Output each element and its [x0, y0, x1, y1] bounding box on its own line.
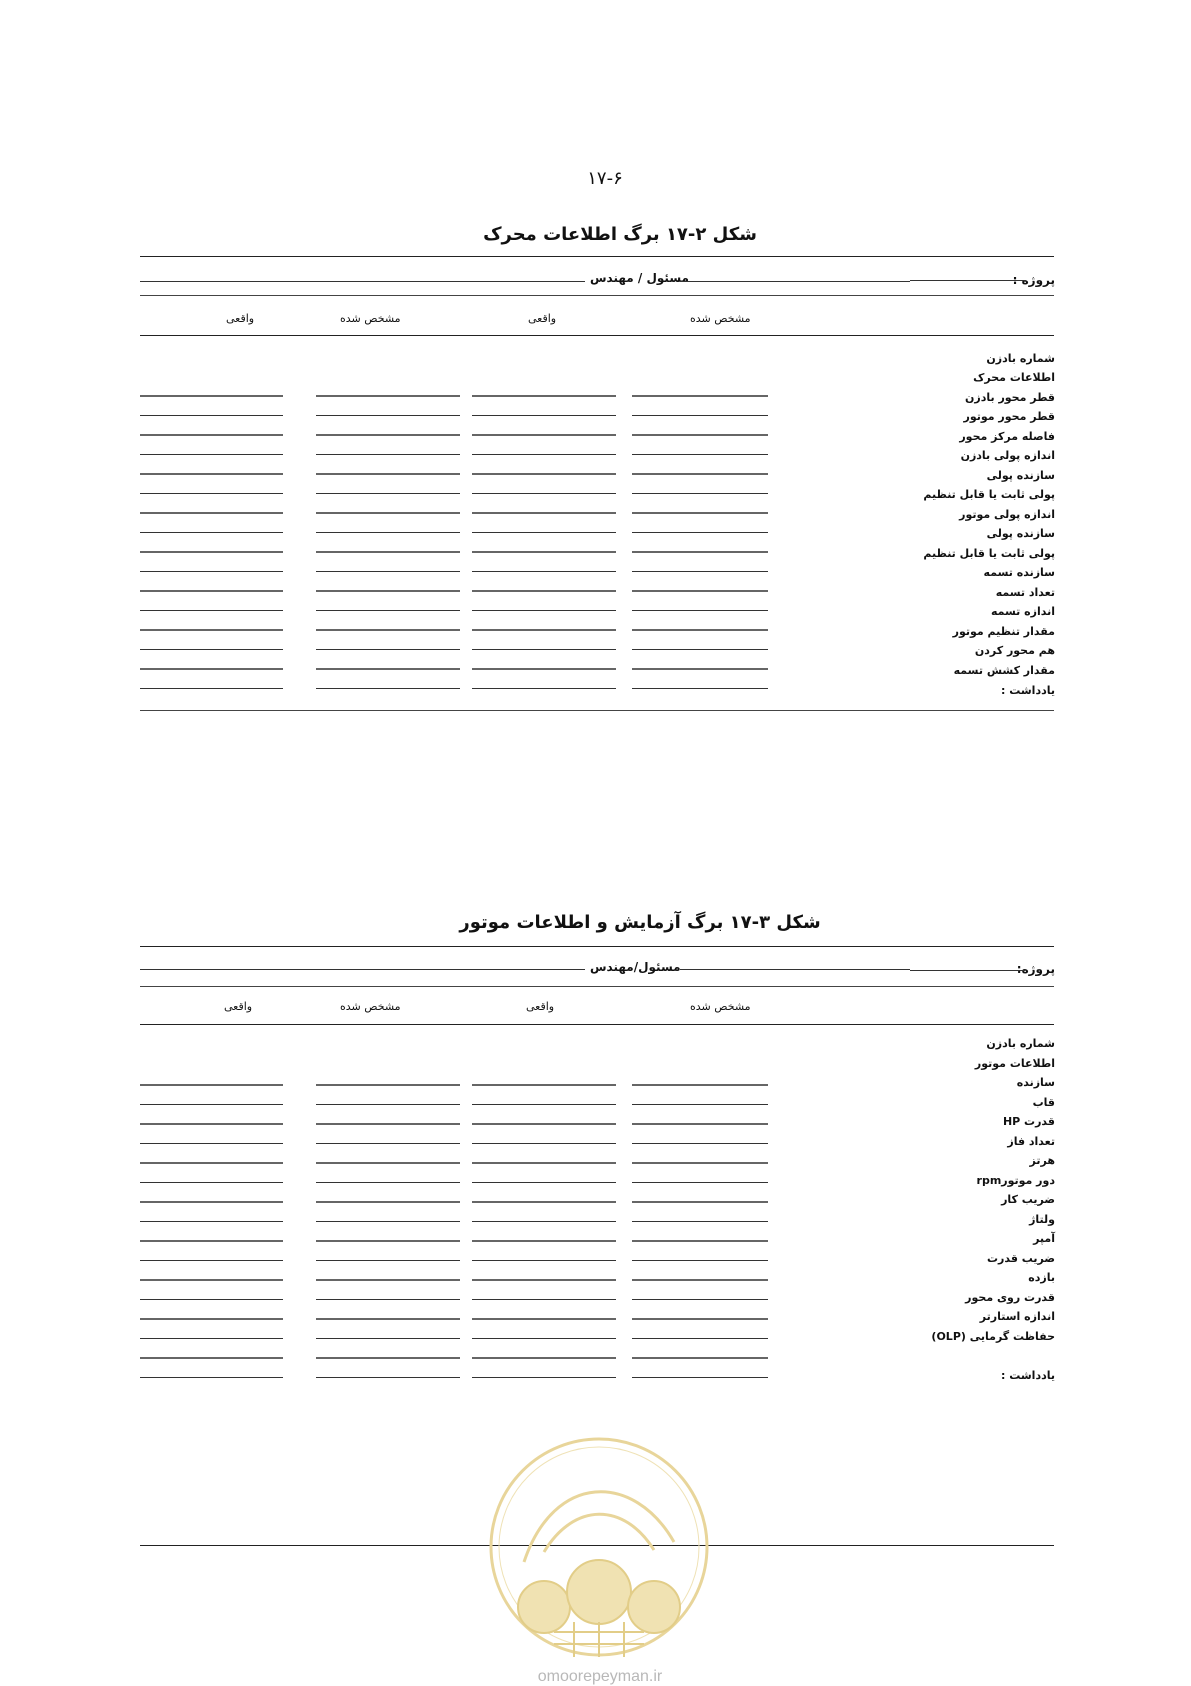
motor-row-label: حفاظت گرمایی (OLP): [931, 1330, 1055, 1343]
drive-row-label: سازنده پولی: [986, 527, 1055, 540]
drive-project-label: پروژه :: [1012, 273, 1055, 287]
drive-row-label: سازنده تسمه: [983, 566, 1055, 579]
drive-row-label: اندازه پولی بادزن: [960, 449, 1055, 462]
motor-row-label: سازنده: [1016, 1076, 1055, 1089]
motor-row-label: ضریب کار: [1001, 1193, 1055, 1206]
motor-note-label: یادداشت :: [1000, 1369, 1055, 1382]
drive-row-label: مقدار کشش تسمه: [953, 664, 1055, 677]
motor-row-label: تعداد فاز: [1007, 1135, 1055, 1148]
drive-row-label: قطر محور بادزن: [964, 391, 1055, 404]
drive-col-actual-2: واقعی: [226, 312, 255, 325]
drive-row-label: پولی ثابت یا قابل تنظیم: [923, 488, 1055, 501]
motor-col-actual-1: واقعی: [526, 1000, 555, 1013]
motor-row-label: شماره بادزن: [986, 1037, 1055, 1050]
motor-row-label: هرتز: [1029, 1154, 1055, 1167]
drive-col-specified-1: مشخص شده: [690, 312, 751, 325]
watermark-url: omoorepeyman.ir: [537, 1668, 663, 1685]
motor-row-label: دور موتورrpm: [976, 1174, 1055, 1187]
motor-row-label: بازده: [1028, 1271, 1055, 1284]
drive-row-label: اندازه تسمه: [990, 605, 1055, 618]
motor-row-label: قدرت HP: [1002, 1115, 1055, 1128]
motor-responsible-label: مسئول/مهندس: [590, 960, 681, 974]
drive-row-label: سازنده پولی: [986, 469, 1055, 482]
motor-row-label: قدرت روی محور: [965, 1291, 1055, 1304]
drive-row-label: تعداد تسمه: [995, 586, 1055, 599]
motor-col-actual-2: واقعی: [224, 1000, 253, 1013]
figure-title-motor: شکل ۳-۱۷ برگ آزمایش و اطلاعات موتور: [459, 912, 821, 933]
drive-row-label: پولی ثابت یا قابل تنظیم: [923, 547, 1055, 560]
motor-row-label: قاب: [1032, 1096, 1055, 1109]
drive-row-label: اندازه پولی موتور: [959, 508, 1055, 521]
motor-row-label: ولتاژ: [1029, 1213, 1055, 1226]
drive-note-label: یادداشت :: [1000, 684, 1055, 697]
drive-row-label: قطر محور موتور: [963, 410, 1055, 423]
drive-row-label: شماره بادزن: [986, 352, 1055, 365]
motor-col-specified-1: مشخص شده: [690, 1000, 751, 1013]
drive-col-actual-1: واقعی: [528, 312, 557, 325]
figure-title-drive: شکل ۲-۱۷ برگ اطلاعات محرک: [483, 224, 757, 245]
drive-responsible-label: مسئول / مهندس: [590, 271, 689, 285]
drive-row-label: هم محور کردن: [974, 644, 1055, 657]
watermark-logo: [484, 1432, 714, 1662]
drive-row-label: مقدار تنظیم موتور: [952, 625, 1055, 638]
motor-row-label: ضریب قدرت: [986, 1252, 1055, 1265]
motor-row-label: اطلاعات موتور: [974, 1057, 1055, 1070]
drive-row-label: اطلاعات محرک: [973, 371, 1055, 384]
drive-row-label: فاصله مرکز محور: [959, 430, 1055, 443]
motor-project-label: پروژه:: [1016, 962, 1055, 976]
motor-row-label: آمپر: [1033, 1232, 1055, 1245]
page-number: ۱۷-۶: [587, 168, 623, 189]
motor-row-label: اندازه استارتر: [979, 1310, 1055, 1323]
drive-col-specified-2: مشخص شده: [340, 312, 401, 325]
motor-col-specified-2: مشخص شده: [340, 1000, 401, 1013]
